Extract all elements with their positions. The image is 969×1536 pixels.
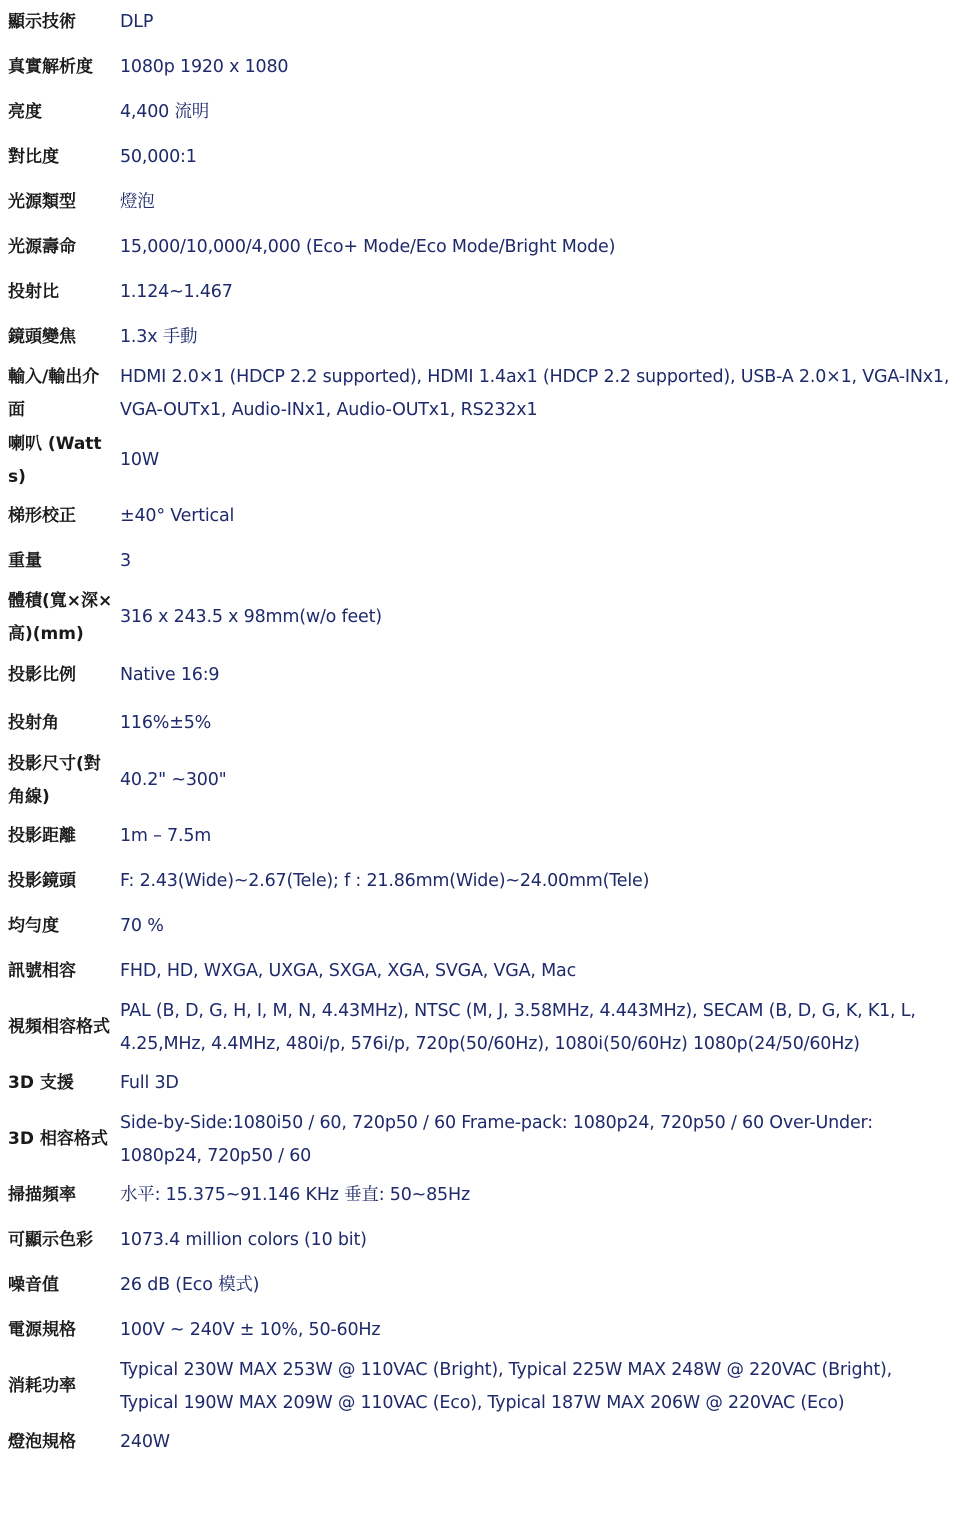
- spec-label: 顯示技術: [8, 12, 76, 32]
- spec-value: FHD, HD, WXGA, UXGA, SXGA, XGA, SVGA, VGA, Mac: [120, 961, 577, 981]
- spec-row-speaker: [4, 427, 965, 494]
- spec-row-scan-frequency: [4, 1173, 965, 1218]
- spec-row-lens-zoom: [4, 315, 965, 360]
- spec-value: 26 dB (Eco 模式): [120, 1275, 260, 1295]
- spec-label: 燈泡規格: [8, 1432, 76, 1452]
- spec-row-image-size: [4, 747, 965, 814]
- spec-value: 燈泡: [120, 192, 155, 212]
- spec-row-contrast: [4, 135, 965, 180]
- spec-label: 重量: [8, 551, 42, 571]
- spec-row-power-supply: [4, 1308, 965, 1353]
- spec-label: 光源壽命: [8, 237, 76, 257]
- spec-value: 水平: 15.375~91.146 KHz 垂直: 50~85Hz: [120, 1185, 470, 1205]
- spec-value: 1.124~1.467: [120, 282, 233, 302]
- spec-label: 3D 支援: [8, 1073, 74, 1093]
- spec-value: Full 3D: [120, 1073, 179, 1093]
- spec-row-throw-ratio: [4, 270, 965, 315]
- spec-value: 116%±5%: [120, 712, 212, 733]
- spec-row-projection-lens: [4, 859, 965, 904]
- spec-label: 投射角: [8, 712, 59, 733]
- spec-row-display-colors: [4, 1218, 965, 1263]
- spec-value: ±40° Vertical: [120, 506, 235, 526]
- spec-value: PAL (B, D, G, H, I, M, N, 4.43MHz), NTSC (M, J, 3.58MHz, 4.443MHz), SECAM (B, D, G, K, K1, L, 4.25,MHz, 4.4MHz, 480i/p, 576i/p, 720p(50/60Hz), 1080i(50/60Hz) 1080p(24/50/60Hz): [120, 1000, 916, 1054]
- spec-row-projection-angle: [4, 699, 965, 747]
- spec-label: 投影比例: [8, 664, 76, 685]
- spec-label: 梯形校正: [8, 506, 76, 526]
- spec-row-dimensions: [4, 584, 965, 651]
- spec-value: 1080p 1920 x 1080: [120, 57, 289, 77]
- spec-row-io-interface: [4, 360, 965, 427]
- spec-label: 均勻度: [8, 916, 59, 936]
- spec-value: 40.2" ~300": [120, 770, 227, 790]
- spec-value: 15,000/10,000/4,000 (Eco+ Mode/Eco Mode/Bright Mode): [120, 237, 616, 257]
- spec-row-weight: [4, 539, 965, 584]
- spec-value: 316 x 243.5 x 98mm(w/o feet): [120, 607, 382, 627]
- spec-row-projection-distance: [4, 814, 965, 859]
- spec-label: 掃描頻率: [8, 1185, 76, 1205]
- spec-row-brightness: [4, 90, 965, 135]
- spec-row-native-resolution: [4, 45, 965, 90]
- spec-value: HDMI 2.0×1 (HDCP 2.2 supported), HDMI 1.4ax1 (HDCP 2.2 supported), USB-A 2.0×1, VGA-INx1, VGA-OUTx1, Audio-INx1, Audio-OUTx1, RS232x1: [120, 366, 950, 420]
- spec-row-keystone: [4, 494, 965, 539]
- spec-label: 電源規格: [8, 1320, 76, 1340]
- spec-value: 100V ~ 240V ± 10%, 50-60Hz: [120, 1320, 381, 1340]
- spec-label: 視頻相容格式: [8, 1017, 110, 1037]
- spec-value: 1.3x 手動: [120, 327, 198, 347]
- spec-label: 投影鏡頭: [8, 871, 76, 891]
- spec-value: Typical 230W MAX 253W @ 110VAC (Bright), Typical 225W MAX 248W @ 220VAC (Bright), Typical 190W MAX 209W @ 110VAC (Eco), Typical 187W MAX 206W @ 220VAC (Eco): [120, 1359, 893, 1413]
- spec-row-aspect-ratio: [4, 651, 965, 699]
- spec-row-3d-support: [4, 1061, 965, 1106]
- spec-value: 240W: [120, 1432, 170, 1452]
- spec-label: 亮度: [8, 102, 42, 122]
- spec-label: 投影距離: [8, 826, 76, 846]
- spec-value: 1m – 7.5m: [120, 826, 212, 846]
- spec-value: 10W: [120, 450, 159, 470]
- spec-value: DLP: [120, 12, 154, 32]
- spec-label: 3D 相容格式: [8, 1129, 108, 1149]
- spec-row-display-technology: [4, 0, 965, 45]
- spec-label: 投影尺寸(對角線): [8, 753, 101, 807]
- spec-label: 噪音值: [8, 1275, 59, 1295]
- spec-row-uniformity: [4, 904, 965, 949]
- spec-label: 體積(寬×深×高)(mm): [8, 590, 113, 644]
- spec-value: 1073.4 million colors (10 bit): [120, 1230, 367, 1250]
- spec-label: 訊號相容: [8, 961, 76, 981]
- spec-value: 4,400 流明: [120, 102, 210, 122]
- spec-label: 光源類型: [8, 192, 76, 212]
- spec-label: 鏡頭變焦: [8, 327, 76, 347]
- spec-row-power-consumption: [4, 1353, 965, 1420]
- spec-value: Native 16:9: [120, 664, 220, 685]
- spec-row-lamp: [4, 1420, 965, 1465]
- spec-label: 真實解析度: [8, 57, 93, 77]
- spec-value: 3: [120, 551, 131, 571]
- spec-label: 消耗功率: [8, 1376, 76, 1396]
- spec-row-noise-level: [4, 1263, 965, 1308]
- spec-row-video-compatibility: [4, 994, 965, 1061]
- spec-row-3d-compatibility: [4, 1106, 965, 1173]
- spec-label: 輸入/輸出介面: [8, 366, 100, 420]
- spec-label: 可顯示色彩: [8, 1230, 93, 1250]
- spec-row-signal-compatibility: [4, 949, 965, 994]
- spec-row-light-source-life: [4, 225, 965, 270]
- spec-table: [4, 0, 965, 1465]
- spec-value: 50,000:1: [120, 147, 197, 167]
- spec-value: Side-by-Side:1080i50 / 60, 720p50 / 60 Frame-pack: 1080p24, 720p50 / 60 Over-Under: 1080p24, 720p50 / 60: [120, 1112, 873, 1166]
- spec-value: 70 %: [120, 916, 164, 936]
- spec-label: 對比度: [8, 147, 59, 167]
- spec-label: 喇叭 (Watts): [8, 433, 102, 487]
- spec-value: F: 2.43(Wide)~2.67(Tele); f : 21.86mm(Wide)~24.00mm(Tele): [120, 871, 650, 891]
- spec-row-light-source-type: [4, 180, 965, 225]
- spec-label: 投射比: [8, 282, 59, 302]
